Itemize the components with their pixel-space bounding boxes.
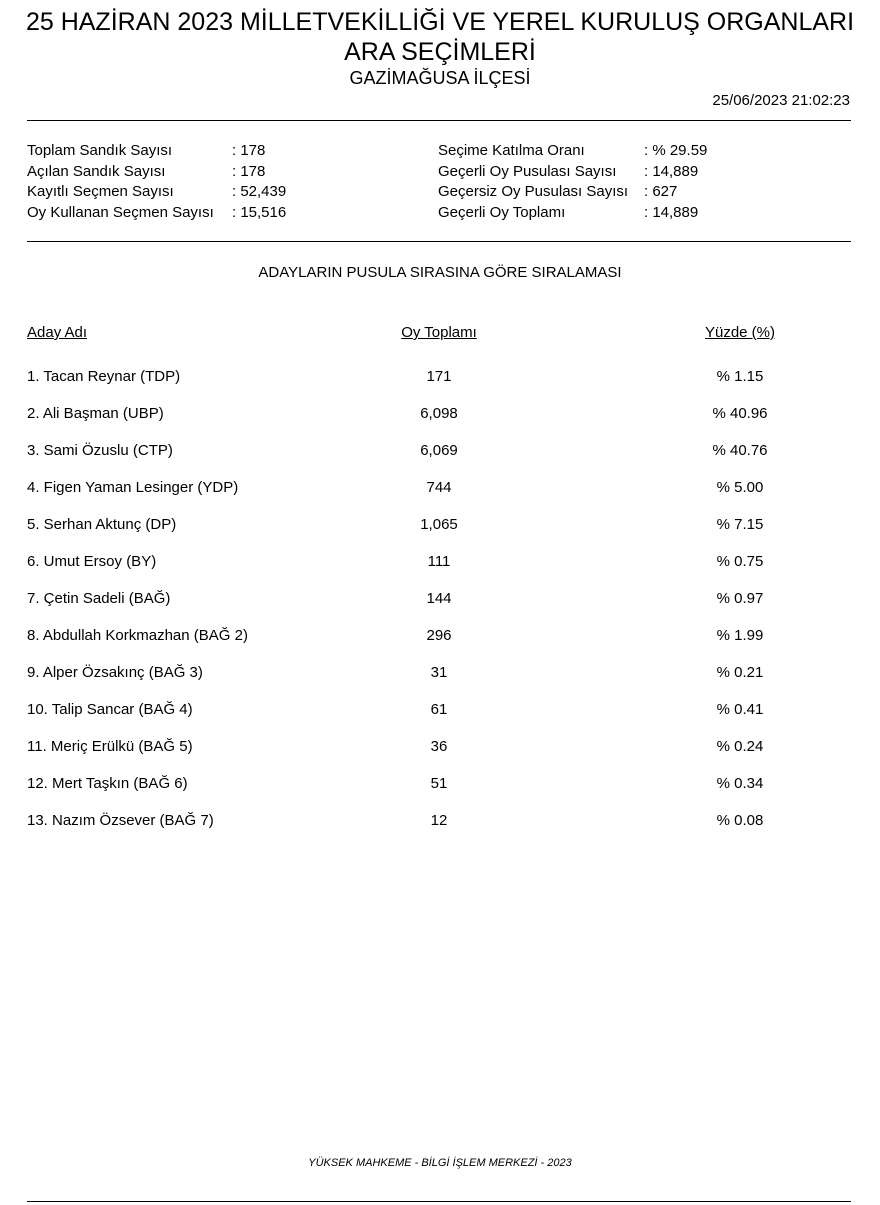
candidate-name: 7. Çetin Sadeli (BAĞ) [27, 590, 171, 607]
stat-value: : 15,516 [232, 203, 287, 221]
stat-value: : 178 [232, 162, 266, 180]
table-row [0, 478, 880, 515]
candidate-name: 8. Abdullah Korkmazhan (BAĞ 2) [27, 627, 248, 644]
district-subtitle: GAZİMAĞUSA İLÇESİ [349, 68, 531, 88]
candidate-percent: % 1.99 [716, 627, 764, 644]
candidate-percent: % 7.15 [716, 516, 764, 533]
stat-row [438, 162, 707, 183]
table-row [0, 737, 880, 774]
stat-label: Açılan Sandık Sayısı [27, 162, 166, 180]
table-row [0, 515, 880, 552]
candidate-votes: 144 [426, 590, 452, 607]
candidate-name: 2. Ali Başman (UBP) [27, 405, 164, 422]
candidate-votes: 744 [426, 479, 452, 496]
stat-row [438, 182, 707, 203]
candidate-percent: % 0.97 [716, 590, 764, 607]
candidate-votes: 6,069 [420, 442, 458, 459]
stat-label: Geçerli Oy Toplamı [438, 203, 566, 221]
stat-row [27, 203, 286, 224]
stat-label: Geçerli Oy Pusulası Sayısı [438, 162, 617, 180]
stat-row [438, 141, 707, 162]
table-row [0, 367, 880, 404]
candidate-votes: 296 [426, 627, 452, 644]
page-footer: YÜKSEK MAHKEME - BİLGİ İŞLEM MERKEZİ - 2023 [308, 1157, 572, 1169]
table-row [0, 626, 880, 663]
candidate-percent: % 5.00 [716, 479, 764, 496]
table-row [0, 700, 880, 737]
candidate-votes: 31 [430, 664, 448, 681]
stat-row [27, 182, 286, 203]
candidate-percent: % 0.24 [716, 738, 764, 755]
column-header-name: Aday Adı [27, 324, 88, 341]
candidate-name: 9. Alper Özsakınç (BAĞ 3) [27, 664, 203, 681]
stat-value: : 627 [644, 183, 678, 200]
stat-value: : % 29.59 [644, 142, 708, 159]
candidate-votes: 51 [430, 775, 448, 792]
stats-right [438, 141, 707, 223]
candidate-name: 1. Tacan Reynar (TDP) [27, 368, 181, 385]
divider-middle [27, 241, 851, 242]
column-header-votes: Oy Toplamı [401, 324, 477, 341]
candidate-name: 3. Sami Özuslu (CTP) [27, 442, 173, 459]
stat-label: Seçime Katılma Oranı [438, 142, 585, 159]
stat-label: Toplam Sandık Sayısı [27, 142, 173, 159]
stat-row [27, 162, 286, 183]
stat-label: Geçersiz Oy Pusulası Sayısı [438, 183, 629, 200]
candidate-percent: % 0.34 [716, 775, 764, 792]
stat-label: Kayıtlı Seçmen Sayısı [27, 183, 174, 200]
candidate-percent: % 0.75 [716, 553, 764, 570]
divider-top [27, 120, 851, 121]
stat-value: : 14,889 [644, 162, 699, 180]
candidate-name: 12. Mert Taşkın (BAĞ 6) [27, 775, 188, 792]
stat-value: : 52,439 [232, 183, 287, 200]
section-heading: ADAYLARIN PUSULA SIRASINA GÖRE SIRALAMASI [258, 264, 622, 281]
divider-bottom [27, 1201, 851, 1202]
candidate-name: 6. Umut Ersoy (BY) [27, 553, 157, 570]
candidate-votes: 12 [430, 812, 448, 829]
table-row [0, 404, 880, 441]
candidate-percent: % 1.15 [716, 368, 764, 385]
candidate-votes: 171 [426, 368, 452, 385]
candidate-percent: % 0.41 [716, 701, 764, 718]
stat-value: : 178 [232, 142, 266, 159]
candidate-name: 4. Figen Yaman Lesinger (YDP) [27, 479, 239, 496]
candidate-votes: 6,098 [420, 405, 458, 422]
table-row [0, 663, 880, 700]
report-timestamp: 25/06/2023 21:02:23 [712, 92, 850, 109]
stat-value: : 14,889 [644, 203, 699, 221]
candidate-percent: % 40.76 [712, 442, 768, 459]
candidate-votes: 1,065 [420, 516, 458, 533]
stat-label: Oy Kullanan Seçmen Sayısı [27, 203, 214, 221]
column-header-percent: Yüzde (%) [704, 324, 776, 341]
candidate-name: 5. Serhan Aktunç (DP) [27, 516, 177, 533]
candidate-votes: 36 [430, 738, 448, 755]
candidate-percent: % 0.21 [716, 664, 764, 681]
candidate-percent: % 0.08 [716, 812, 764, 829]
candidate-name: 10. Talip Sancar (BAĞ 4) [27, 701, 193, 718]
candidate-votes: 111 [427, 553, 451, 570]
candidate-name: 11. Meriç Erülkü (BAĞ 5) [27, 738, 193, 755]
table-row [0, 552, 880, 589]
stat-row [27, 141, 286, 162]
table-row [0, 441, 880, 478]
stat-row [438, 203, 707, 224]
candidate-votes: 61 [430, 701, 448, 718]
candidate-percent: % 40.96 [712, 405, 768, 422]
stats-left [27, 141, 286, 223]
table-row [0, 774, 880, 811]
candidate-name: 13. Nazım Özsever (BAĞ 7) [27, 812, 214, 829]
report-title-line1: 25 HAZİRAN 2023 MİLLETVEKİLLİĞİ VE YEREL KURULUŞ ORGANLARI [25, 8, 855, 36]
report-title-line2: ARA SEÇİMLERİ [344, 38, 536, 66]
candidate-table [0, 367, 880, 848]
table-row [0, 589, 880, 626]
table-row [0, 811, 880, 848]
